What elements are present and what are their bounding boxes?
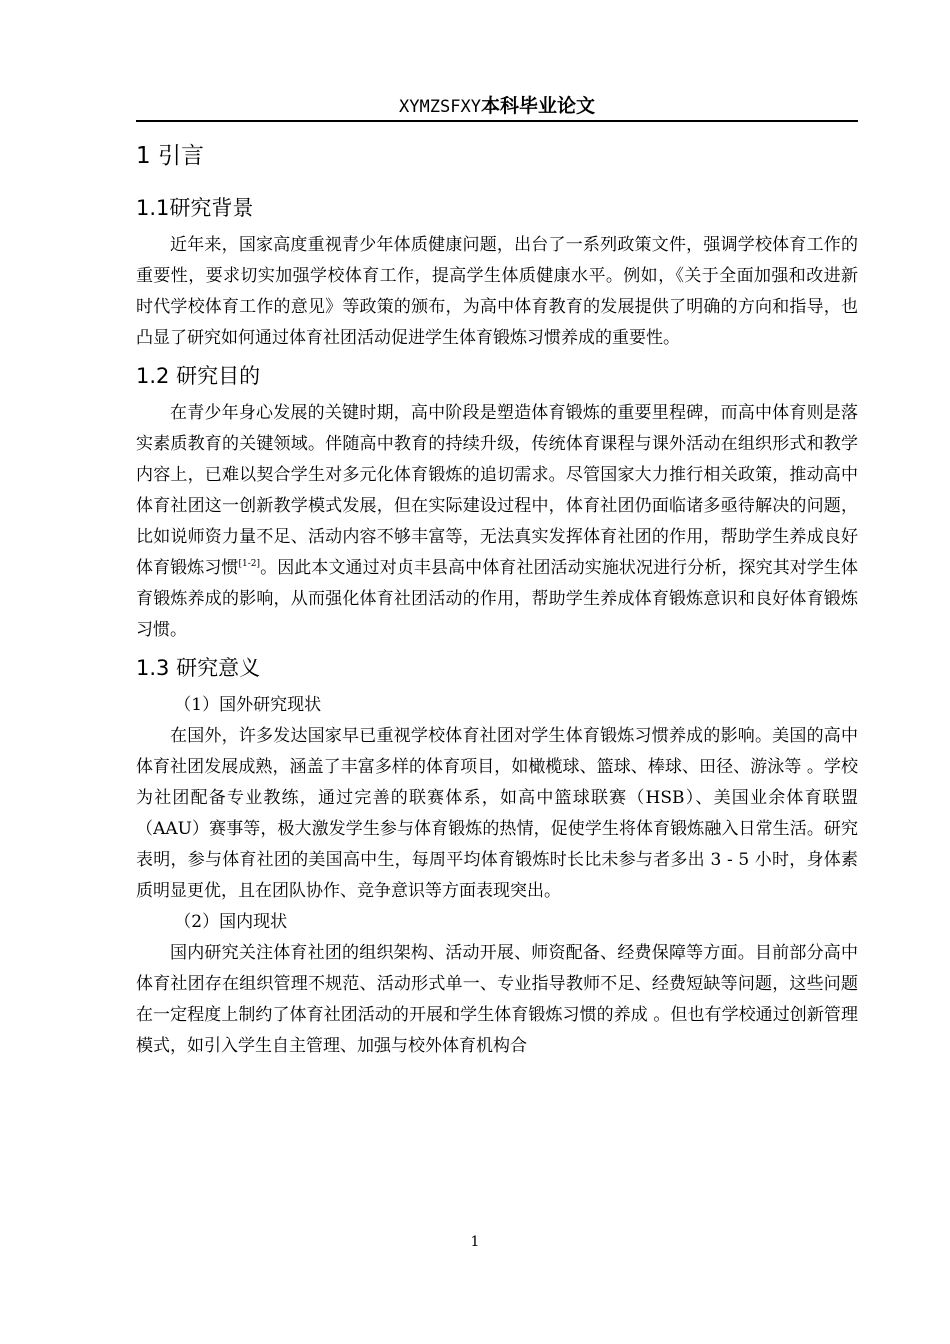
header-thesis-label: 本科毕业论文 <box>480 95 595 117</box>
subsection-label: （2）国内现状 <box>174 912 288 932</box>
section-title: 1.2 研究目的 <box>136 364 261 388</box>
section-title: 1.1研究背景 <box>136 196 254 220</box>
header-school-code: XYMZSFXY <box>399 97 481 117</box>
page-content <box>136 138 858 1062</box>
section-research-background <box>136 192 858 354</box>
paragraph-text: 。因此本文通过对贞丰县高中体育社团活动实施状况进行分析，探究其对学生体育锻炼养成的影响，从而强化体育社团活动的作用，帮助学生养成体育锻炼意识和良好体育锻炼习惯。 <box>136 558 859 640</box>
body-paragraph <box>136 398 858 646</box>
paragraph-text: 在青少年身心发展的关键时期，高中阶段是塑造体育锻炼的重要里程碑，而高中体育则是落实素质教育的关键领域。伴随高中教育的持续升级，传统体育课程与课外活动在组织形式和教学内容上，已难以契合学生对多元化体育锻炼的追切需求。尽管国家大力推行相关政策，推动高中体育社团这一创新教学模式发展，但在实际建设过程中，体育社团仍面临诸多亟待解决的问题，比如说师资力量不足、活动内容不够丰富等，无法真实发挥体育社团的作用，帮助学生养成良好体育锻炼习惯 <box>136 403 858 578</box>
section-research-significance <box>136 652 858 1062</box>
page-number: 1 <box>470 1234 480 1250</box>
running-header <box>136 93 858 119</box>
body-paragraph: 国内研究关注体育社团的组织架构、活动开展、师资配备、经费保障等方面。目前部分高中体育社团存在组织管理不规范、活动形式单一、专业指导教师不足、经费短缺等问题，这些问题在一定程度上制约了体育社团活动的开展和学生体育锻炼习惯的养成 。但也有学校通过创新管理模式，如引入学生自主管理、加强与校外体育机构合 <box>136 943 858 1056</box>
chapter-title: 1 引言 <box>136 143 204 169</box>
subsection-label: （1）国外研究现状 <box>174 695 322 715</box>
body-paragraph: 在国外，许多发达国家早已重视学校体育社团对学生体育锻炼习惯养成的影响。美国的高中体育社团发展成熟，涵盖了丰富多样的体育项目，如橄榄球、篮球、棒球、田径、游泳等 。学校为社团配备专业教练，通过完善的联赛体系，如高中篮球联赛（HSB）、美国业余体育联盟（AAU）赛事等，极大激发学生参与体育锻炼的热情，促使学生将体育锻炼融入日常生活。研究表明，参与体育社团的美国高中生，每周平均体育锻炼时长比未参与者多出 3 - 5 小时，身体素质明显更优，且在团队协作、竞争意识等方面表现突出。 <box>136 726 858 901</box>
section-title: 1.3 研究意义 <box>136 656 261 680</box>
header-divider <box>136 120 858 122</box>
body-paragraph: 近年来，国家高度重视青少年体质健康问题，出台了一系列政策文件，强调学校体育工作的重要性，要求切实加强学校体育工作，提高学生体质健康水平。例如，《关于全面加强和改进新时代学校体育工作的意见》等政策的颁布，为高中体育教育的发展提供了明确的方向和指导，也凸显了研究如何通过体育社团活动促进学生体育锻炼习惯养成的重要性。 <box>136 235 858 348</box>
citation-ref: [1-2] <box>238 559 261 569</box>
section-research-purpose <box>136 360 858 646</box>
